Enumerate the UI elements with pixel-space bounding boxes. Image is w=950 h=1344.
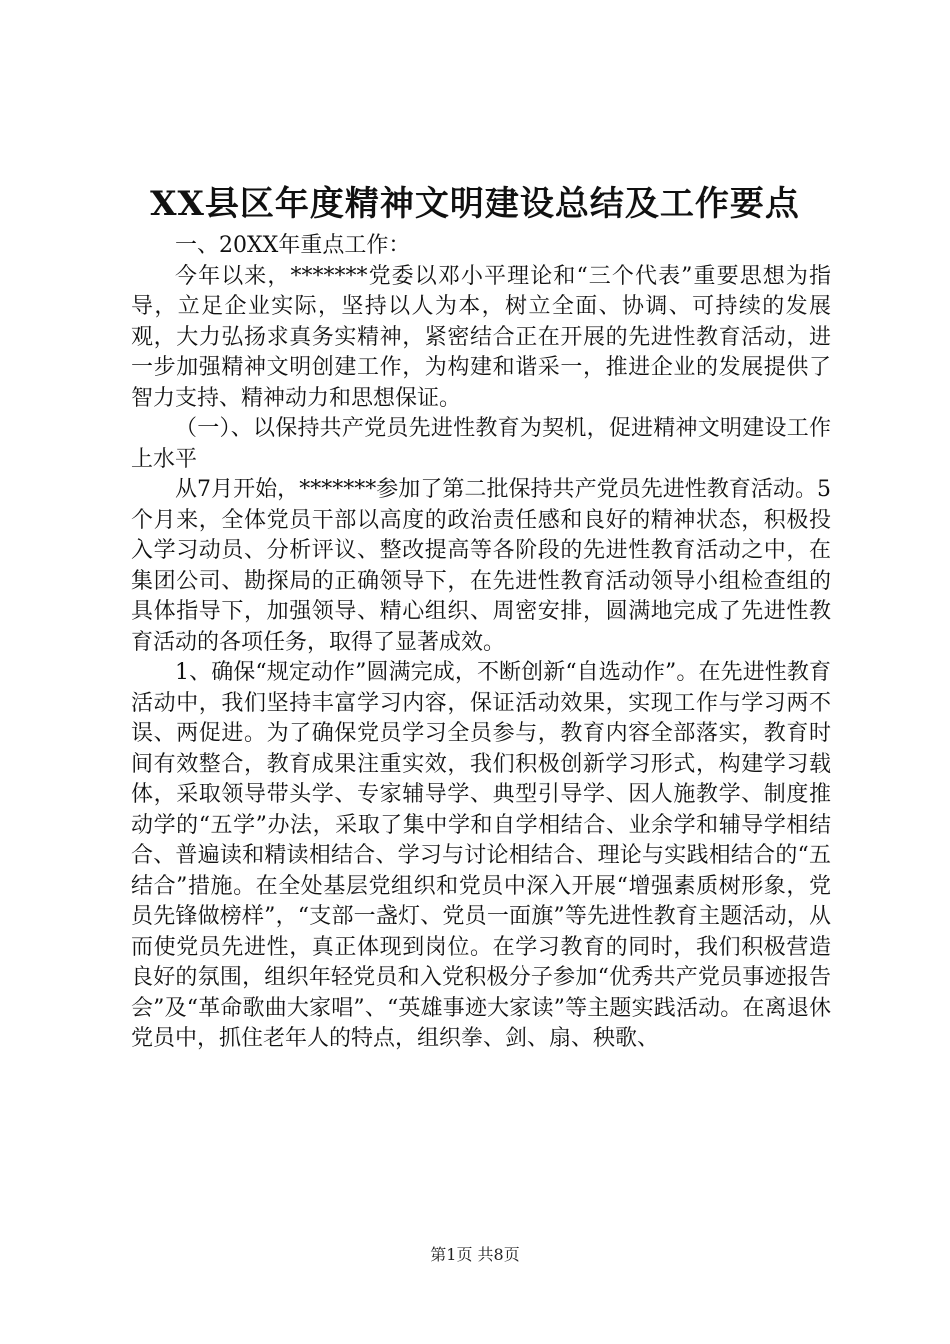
document-title: XX县区年度精神文明建设总结及工作要点: [150, 184, 800, 224]
page-number-footer: 第1页 共8页: [430, 1245, 520, 1264]
subsection-heading: （一）、以保持共产党员先进性教育为契机，促进精神文明建设工作上水平: [131, 416, 831, 472]
document-body: [131, 231, 831, 1055]
body-paragraph: 从7月开始，*******参加了第二批保持共产党员先进性教育活动。5个月来，全体党员干部以高度的政治责任感和良好的精神状态，积极投入学习动员、分析评议、整改提高等各阶段的先进性教育活动之中，在集团公司、勘探局的正确领导下，在先进性教育活动领导小组检查组的具体指导下，加强领导、精心组织、周密安排，圆满地完成了先进性教育活动的各项任务，取得了显著成效。: [131, 477, 831, 655]
intro-paragraph: 今年以来，*******党委以邓小平理论和“三个代表”重要思想为指导，立足企业实际，坚持以人为本，树立全面、协调、可持续的发展观，大力弘扬求真务实精神，紧密结合正在开展的先进性教育活动，进一步加强精神文明创建工作，为构建和谐采一，推进企业的发展提供了智力支持、精神动力和思想保证。: [131, 263, 831, 411]
section-heading: 一、20XX年重点工作：: [175, 233, 411, 258]
body-paragraph: 1、确保“规定动作”圆满完成，不断创新“自选动作”。在先进性教育活动中，我们坚持丰富学习内容，保证活动效果，实现工作与学习两不误、两促进。为了确保党员学习全员参与，教育内容全部落实，教育时间有效整合，教育成果注重实效，我们积极创新学习形式，构建学习载体，采取领导带头学、专家辅导学、典型引导学、因人施教学、制度推动学的“五学”办法，采取了集中学和自学相结合、业余学和辅导学相结合、普遍读和精读相结合、学习与讨论相结合、理论与实践相结合的“五结合”措施。在全处基层党组织和党员中深入开展“增强素质树形象，党员先锋做榜样”，“支部一盏灯、党员一面旗”等先进性教育主题活动，从而使党员先进性，真正体现到岗位。在学习教育的同时，我们积极营造良好的氛围，组织年轻党员和入党积极分子参加“优秀共产党员事迹报告会”及“革命歌曲大家唱”、“英雄事迹大家读”等主题实践活动。在离退休党员中，抓住老年人的特点，组织拳、剑、扇、秧歌、: [131, 660, 831, 1051]
